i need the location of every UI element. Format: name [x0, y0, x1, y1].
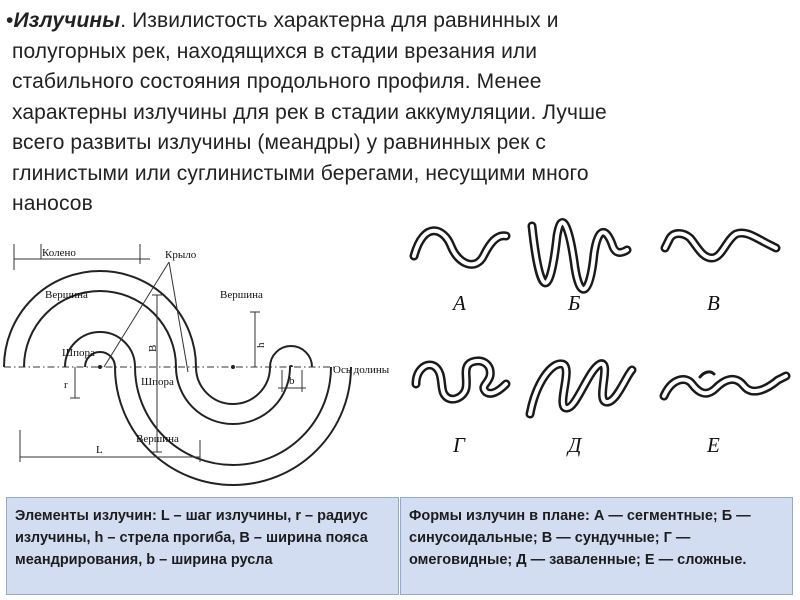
axis-dot-right	[231, 365, 235, 369]
meander-forms	[414, 222, 786, 414]
form-label-E: Е	[707, 433, 720, 457]
form-A-curve	[414, 231, 506, 265]
label-krylo: Крыло	[165, 249, 197, 261]
intro-line-1: •Излучины. Извилистость характерна для равнинных и	[6, 9, 559, 32]
intro-line-2: полугорных рек, находящихся в стадии врезания или	[12, 39, 538, 63]
elements-legend-box: Элементы излучин: L – шаг излучины, r – радиус излучины, h – стрела прогиба, B – ширина пояса меандрирования, b – ширина русла	[6, 497, 399, 595]
label-shpora-left: Шпора	[62, 347, 95, 359]
form-D-curve	[530, 364, 632, 414]
intro-term: Излучины	[13, 9, 121, 32]
h-dimension	[250, 312, 260, 367]
label-b: b	[289, 375, 295, 387]
form-label-A: А	[453, 291, 466, 315]
label-B: B	[147, 344, 159, 352]
label-L: L	[96, 444, 103, 456]
koleno-dimension	[14, 244, 150, 270]
form-V-curve	[665, 233, 776, 258]
intro-line-7: наносов	[12, 192, 93, 215]
intro-text-1: . Извилистость характерна для равнинных и	[120, 9, 559, 32]
form-E-curve	[664, 372, 786, 396]
intro-line-5: всего развиты излучины (меандры) у равнинных рек с	[12, 131, 546, 154]
label-vershina-right: Вершина	[220, 289, 263, 301]
intro-line-4: характерны излучины для рек в стадии аккумуляции. Лучше	[12, 100, 607, 124]
label-koleno: Колено	[42, 247, 76, 259]
label-shpora-center: Шпора	[141, 376, 174, 388]
label-r: r	[64, 379, 68, 391]
form-B-curve	[532, 222, 627, 289]
form-G-curve	[416, 361, 506, 399]
label-vershina-bottom: Вершина	[136, 433, 179, 445]
form-label-D: Д	[568, 433, 582, 457]
form-label-G: Г	[453, 433, 465, 457]
axis-dot-left	[98, 365, 102, 369]
forms-legend-box: Формы излучин в плане: А — сегментные; Б — синусоидальные; В — сундучные; Г — омеговидные; Д — заваленные; Е — сложные.	[400, 497, 793, 595]
intro-line-3: стабильного состояния продольного профиля. Менее	[12, 70, 542, 93]
label-h: h	[255, 342, 267, 348]
form-label-B: Б	[568, 291, 581, 315]
label-axis: Ось долины	[333, 364, 390, 376]
form-label-V: В	[707, 291, 720, 315]
intro-line-6: глинистыми или суглинистыми берегами, несущими много	[12, 161, 589, 185]
label-vershina-left: Вершина	[45, 289, 88, 301]
r-dimension	[70, 367, 80, 398]
